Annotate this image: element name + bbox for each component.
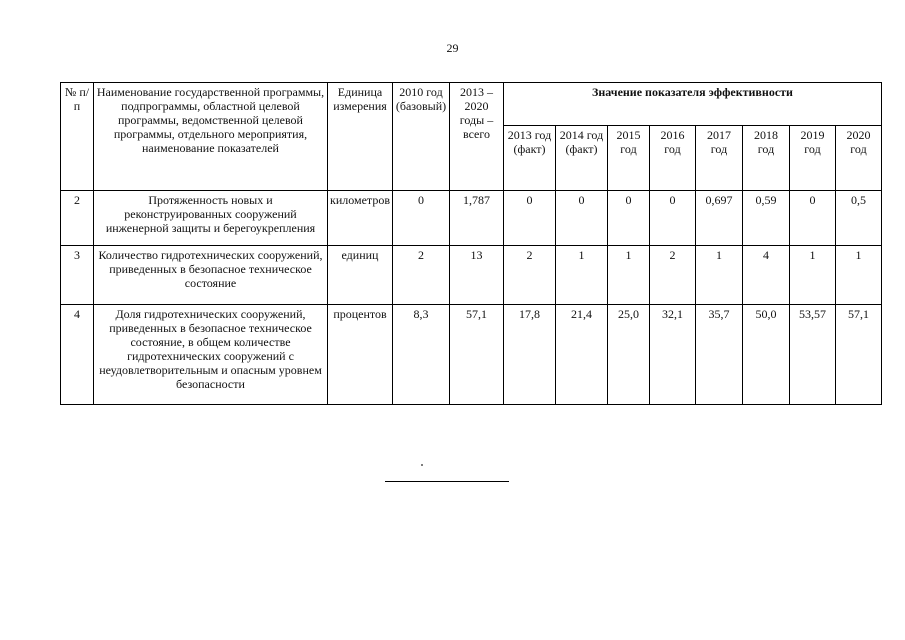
row-value: 1	[608, 246, 650, 305]
header-year: 2014 год (факт)	[556, 126, 608, 191]
row-value: 0,59	[743, 191, 790, 246]
row-base-2010: 0	[393, 191, 450, 246]
row-value: 1	[556, 246, 608, 305]
row-total: 13	[450, 246, 504, 305]
row-name: Протяженность новых и реконструированных сооружений инженерной защиты и берегоукрепления	[94, 191, 328, 246]
table-row	[61, 191, 882, 246]
header-total: 2013 – 2020 годы – всего	[450, 83, 504, 191]
header-group: Значение показателя эффективности	[504, 83, 882, 126]
row-value: 4	[743, 246, 790, 305]
header-base-2010: 2010 год (базовый)	[393, 83, 450, 191]
row-unit: процентов	[328, 305, 393, 405]
closing-rule	[385, 481, 509, 482]
row-num: 3	[61, 246, 94, 305]
row-value: 2	[504, 246, 556, 305]
row-base-2010: 8,3	[393, 305, 450, 405]
row-value: 0	[790, 191, 836, 246]
indicators-table	[60, 82, 882, 405]
row-value: 0	[504, 191, 556, 246]
row-total: 57,1	[450, 305, 504, 405]
row-name: Доля гидротехнических сооружений, приведенных в безопасное техническое состояние, в общем количестве гидротехнических сооружений с неудовлетворительным и опасным уровнем безопасности	[94, 305, 328, 405]
row-value: 21,4	[556, 305, 608, 405]
row-total: 1,787	[450, 191, 504, 246]
header-year: 2015 год	[608, 126, 650, 191]
table-row	[61, 246, 882, 305]
header-year: 2017 год	[696, 126, 743, 191]
header-unit: Единица измерения	[328, 83, 393, 191]
row-name: Количество гидротехнических сооружений, приведенных в безопасное техническое состояние	[94, 246, 328, 305]
row-value: 0,5	[836, 191, 882, 246]
header-year: 2013 год (факт)	[504, 126, 556, 191]
row-value: 25,0	[608, 305, 650, 405]
header-name: Наименование государственной программы, подпрограммы, областной целевой программы, ведомственной целевой программы, отдельного мероприятия, наименование показателей	[94, 83, 328, 191]
row-base-2010: 2	[393, 246, 450, 305]
row-value: 1	[696, 246, 743, 305]
row-value: 1	[790, 246, 836, 305]
header-row	[61, 83, 882, 126]
header-year: 2019 год	[790, 126, 836, 191]
page-number: 29	[446, 41, 459, 55]
row-value: 50,0	[743, 305, 790, 405]
row-value: 0,697	[696, 191, 743, 246]
row-value: 2	[650, 246, 696, 305]
row-value: 35,7	[696, 305, 743, 405]
header-num: № п/п	[61, 83, 94, 191]
row-value: 0	[650, 191, 696, 246]
row-value: 53,57	[790, 305, 836, 405]
row-unit: километров	[328, 191, 393, 246]
row-unit: единиц	[328, 246, 393, 305]
stray-mark	[421, 464, 423, 466]
table-row	[61, 305, 882, 405]
row-value: 0	[556, 191, 608, 246]
row-value: 1	[836, 246, 882, 305]
row-value: 57,1	[836, 305, 882, 405]
row-num: 4	[61, 305, 94, 405]
row-num: 2	[61, 191, 94, 246]
row-value: 0	[608, 191, 650, 246]
header-year: 2020 год	[836, 126, 882, 191]
row-value: 17,8	[504, 305, 556, 405]
header-year: 2018 год	[743, 126, 790, 191]
row-value: 32,1	[650, 305, 696, 405]
header-year: 2016 год	[650, 126, 696, 191]
